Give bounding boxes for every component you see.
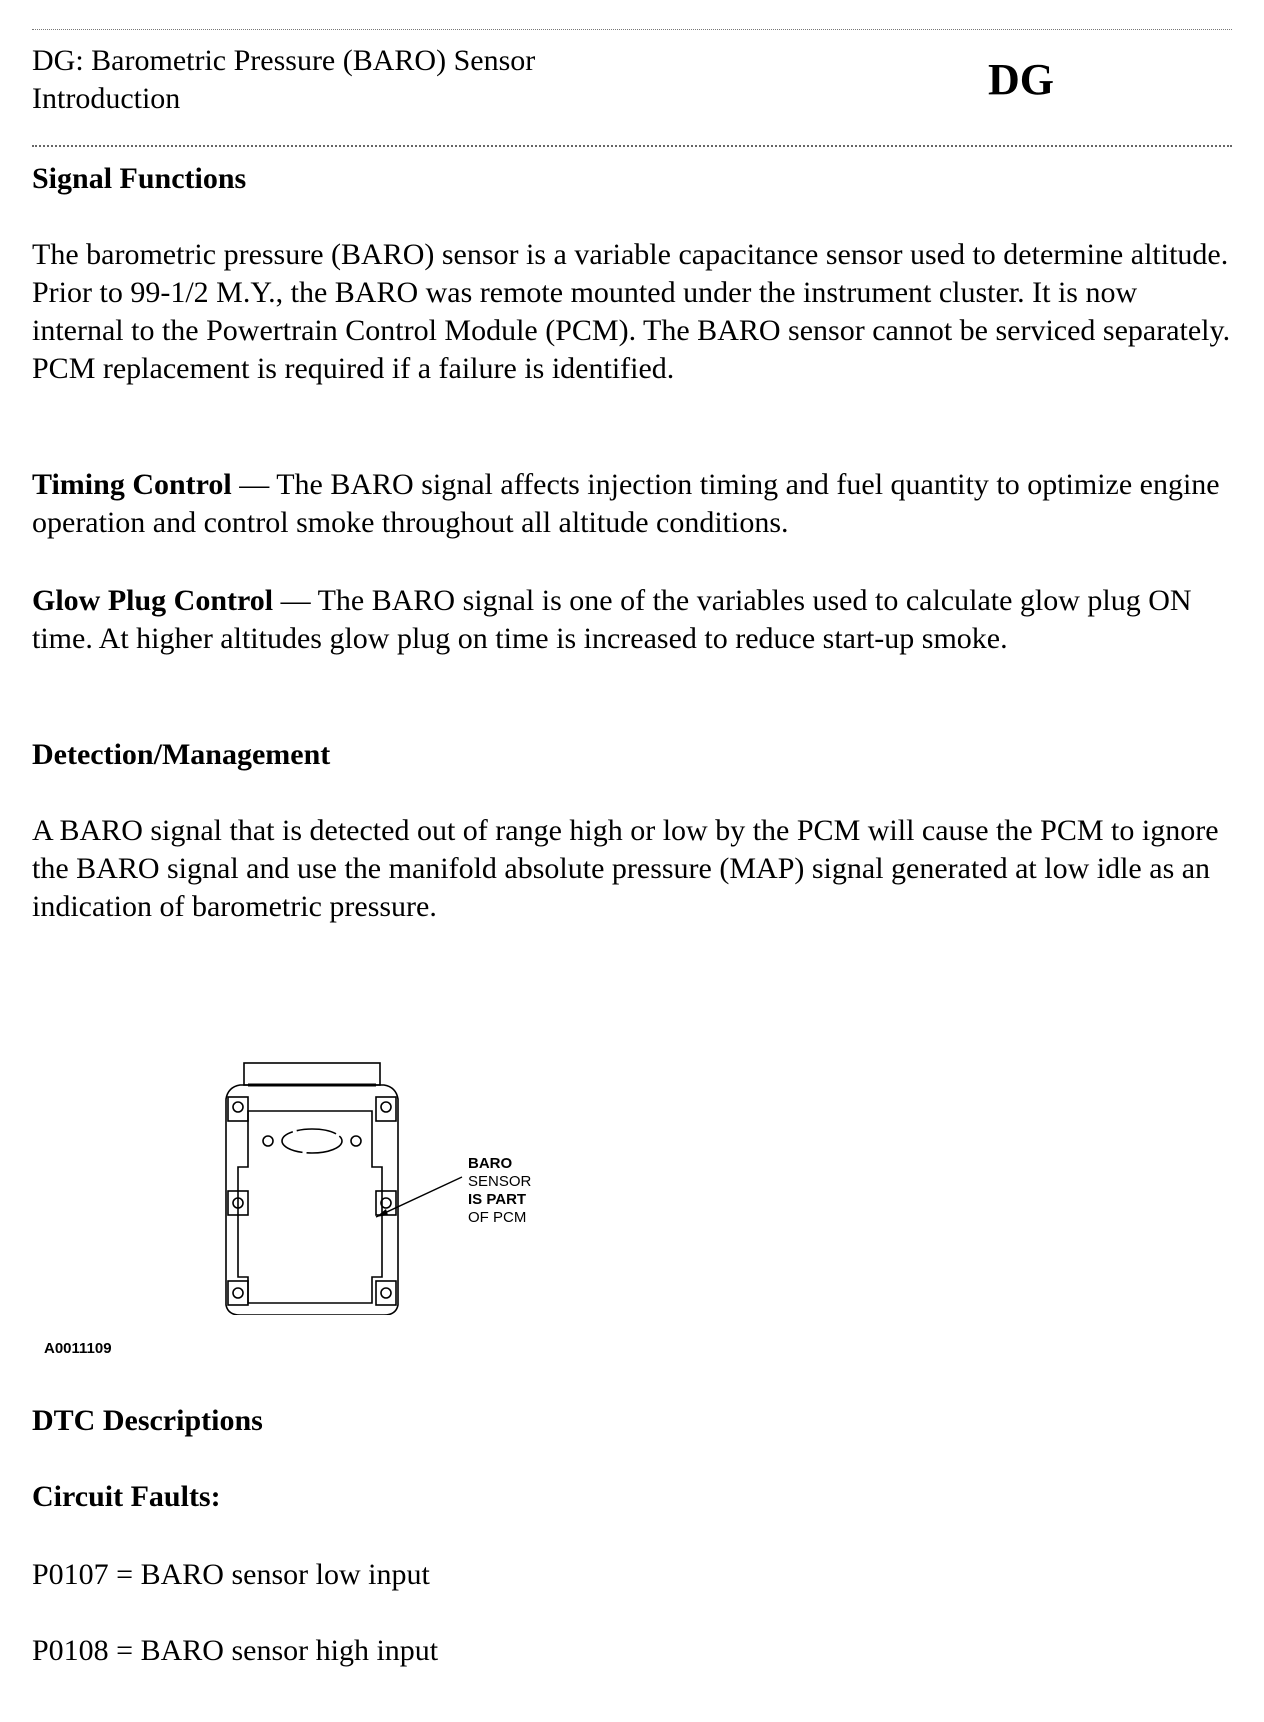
header-rule-bottom bbox=[32, 145, 1232, 147]
callout-line-4: OF PCM bbox=[468, 1209, 527, 1226]
detection-paragraph: A BARO signal that is detected out of range high or low by the PCM will cause the PCM to ignore the BARO signal and use the manifold absolute pressure (MAP) signal generated at low idle as an indication of barometric pressure. bbox=[32, 814, 1219, 923]
baro-callout bbox=[468, 1155, 531, 1227]
callout-line-2: SENSOR bbox=[468, 1173, 532, 1190]
document-title bbox=[32, 42, 535, 118]
signal-functions-paragraph: The barometric pressure (BARO) sensor is a variable capacitance sensor used to determine altitude. Prior to 99-1/2 M.Y., the BARO was remote mounted under the instrument cluster. It is now internal to the Powertrain Control Module (PCM). The BARO sensor cannot be serviced separately. PCM replacement is required if a failure is identified. bbox=[32, 238, 1231, 385]
document-title-line2: Introduction bbox=[32, 82, 181, 115]
glow-plug-text: — The BARO signal is one of the variables used to calculate glow plug ON time. At higher altitudes glow plug on time is increased to reduce start-up smoke. bbox=[32, 584, 1192, 655]
figure-id: A0011109 bbox=[44, 1340, 112, 1357]
timing-control-label: Timing Control bbox=[32, 468, 232, 501]
document-title-line1: DG: Barometric Pressure (BARO) Sensor bbox=[32, 44, 536, 77]
section-code: DG bbox=[988, 55, 1054, 104]
signal-functions-heading: Signal Functions bbox=[32, 162, 247, 195]
dtc-item: P0107 = BARO sensor low input bbox=[32, 1558, 430, 1591]
glow-plug-paragraph bbox=[32, 582, 1232, 658]
callout-line-3: IS PART bbox=[468, 1191, 527, 1208]
circuit-faults-heading: Circuit Faults: bbox=[32, 1480, 221, 1513]
dtc-heading: DTC Descriptions bbox=[32, 1404, 263, 1437]
callout-line-1: BARO bbox=[468, 1155, 513, 1172]
detection-heading: Detection/Management bbox=[32, 738, 331, 771]
dtc-item: P0108 = BARO sensor high input bbox=[32, 1634, 439, 1667]
header-rule-top bbox=[32, 29, 1232, 30]
glow-plug-label: Glow Plug Control bbox=[32, 584, 274, 617]
timing-control-paragraph bbox=[32, 466, 1232, 542]
pcm-connector bbox=[244, 1063, 380, 1085]
timing-control-text: — The BARO signal affects injection timing and fuel quantity to optimize engine operation and control smoke throughout all altitude conditions. bbox=[32, 468, 1220, 539]
pcm-oval-port bbox=[282, 1129, 342, 1153]
